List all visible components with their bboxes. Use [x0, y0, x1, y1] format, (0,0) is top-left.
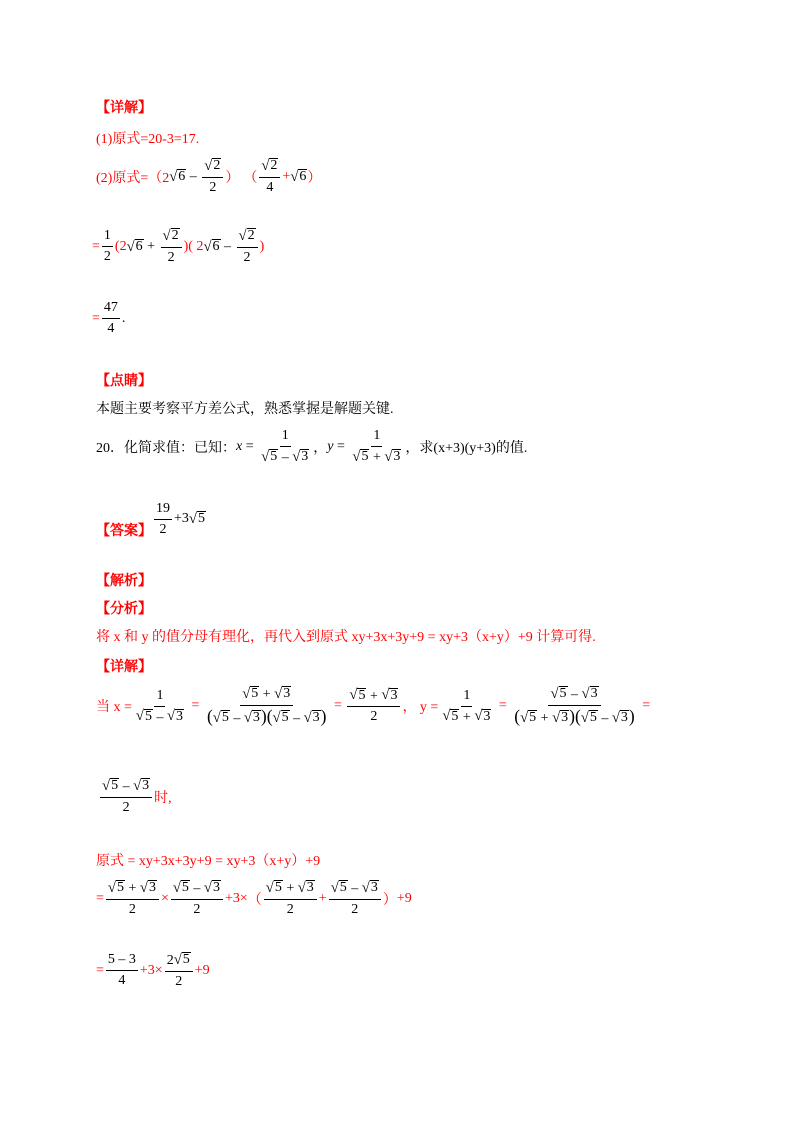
sqrt-6-b: √ 6 — [290, 169, 307, 186]
sqrt-6: √ 6 — [169, 169, 186, 186]
part2-line: (2)原式= （2 √ 6 – √ 2 2 ） （ √ 2 4 + √ 6 ） — [96, 157, 322, 195]
fraction-1-over-2: $\frac{1}{2}$ — [103, 228, 111, 265]
fraction-sqrt2-over-2: √ 2 2 — [202, 158, 223, 196]
detail-heading-1: 【详解】 — [96, 101, 152, 116]
substitution-line: = √ 5 + √ 3 2 × √ 5 – √ 3 2 +3× （ √ 5 + √ 3 2 + √ 5 – √ 3 2 ） +9 — [96, 879, 412, 917]
question-20-prefix: 20．化简求值：已知： — [96, 440, 236, 456]
fraction-sqrt2-over-4: √ 2 4 — [259, 158, 280, 196]
final-step-line: = $\frac{5 - 3}{4}$ +3× 2 √ 5 2 +9 — [96, 951, 210, 989]
y-fraction: 1 √ 5 + √ 3 — [352, 428, 401, 465]
fraction-47-over-4: $\frac{47}{4}$ — [103, 300, 118, 336]
part2-prefix: (2)原式= — [96, 170, 149, 186]
answer-heading: 【答案】 — [96, 524, 152, 539]
fenxi-text: 将 x 和 y 的值分母有理化，再代入到原式 xy+3x+3y+9 = xy+3（x+y）+9 计算可得. — [96, 630, 596, 645]
answer-fraction: $\frac{19}{2}$ — [156, 500, 170, 537]
yuanshi-line: 原式 = xy+3x+3y+9 = xy+3（x+y）+9 — [96, 854, 321, 869]
x-fraction: 1 √ 5 – √ 3 — [261, 428, 309, 465]
jiexi-heading: 【解析】 — [96, 574, 152, 589]
step-result: = $\frac{47}{4}$ . — [92, 300, 126, 336]
dianjing-text: 本题主要考察平方差公式，熟悉掌握是解题关键. — [96, 402, 394, 417]
answer-line: 【答案】 $\frac{19}{2}$ +3 √ 5 — [96, 500, 205, 539]
step-half-product: = $\frac{1}{2}$ (2 √ 6 + √ 2 2 )( 2 √ 6 – √ 2 2 ) — [92, 227, 265, 265]
rationalize-line: 当 x = 1 √ 5 – √ 3 = √ 5 + √ 3 ( √ 5 – √ 3 )( √ 5 – √ 3 ) = √ 5 + √ 3 2 ， y = 1 √ 5 + √ 3 = √ 5 – √ 3 ( √ 5 + √ 3 )( √ 5 – √ 3 ) = — [96, 685, 651, 726]
question-20: 20．化简求值：已知： x = 1 √ 5 – √ 3 ， y = 1 √ 5 + √ 3 ，求(x+3)(y+3)的值. — [96, 428, 528, 465]
part1-line: (1)原式=20-3=17. — [96, 132, 200, 147]
detail-heading-2: 【详解】 — [96, 660, 152, 675]
question-20-suffix: ，求(x+3)(y+3)的值. — [405, 440, 528, 456]
dianjing-heading: 【点睛】 — [96, 374, 152, 389]
fenxi-heading: 【分析】 — [96, 602, 152, 617]
y-result-line: √ 5 – √ 3 2 时, — [102, 777, 172, 815]
